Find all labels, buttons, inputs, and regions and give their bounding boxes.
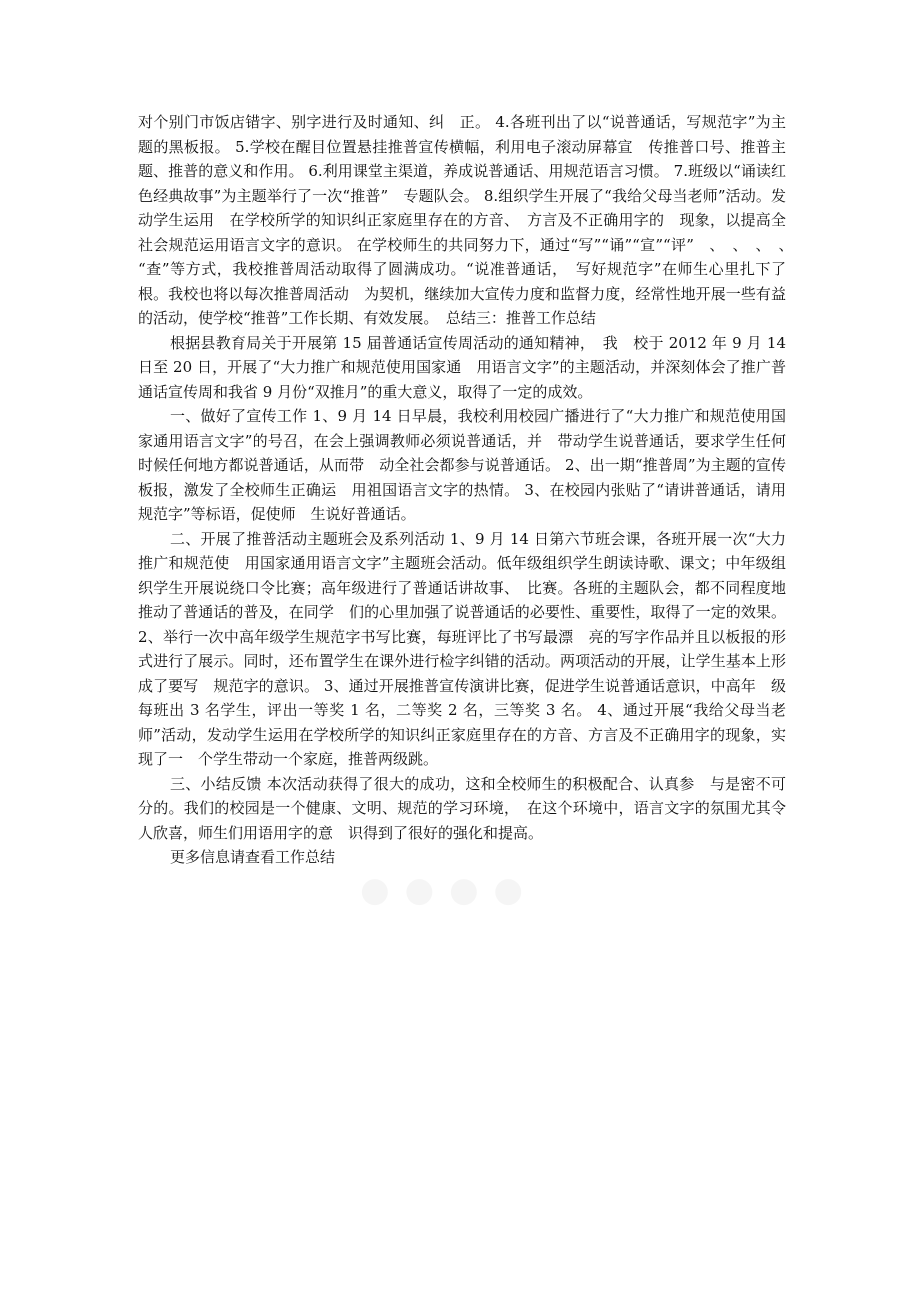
faint-watermark: [360, 870, 620, 910]
paragraph-section-one: 一、做好了宣传工作 1、9 月 14 日早晨，我校利用校园广播进行了“大力推广和规范使用国家通用语言文字”的号召，在会上强调教师必须说普通话，并 带动学生说普通话，要求学生任何时候任何地方都说普通话，从而带 动全社会都参与说普通话。 2、出一期“推普周”为主题的宣传板报，激发了全校师生正确运 用祖国语言文字的热情。 3、在校园内张贴了“请讲普通话，请用规范字”等标语，促使师 生说好普通话。: [138, 407, 786, 523]
paragraph-intro: 根据县教育局关于开展第 15 届普通话宣传周活动的通知精神， 我 校于 2012 年 9 月 14 日至 20 日，开展了“大力推广和规范使用国家通 用语言文字”的主题活动，并深刻体会了推广普通话宣传周和我省 9 月份“双推月”的重大意义，取得了一定的成效。: [138, 333, 786, 401]
paragraph-section-two: 二、开展了推普活动主题班会及系列活动 1、9 月 14 日第六节班会课，各班开展一次“大力推广和规范使 用国家通用语言文字”主题班会活动。低年级组织学生朗读诗歌、课文；中年级组织学生开展说绕口令比赛；高年级进行了普通话讲故事、 比赛。各班的主题队会，都不同程度地推动了普通话的普及，在同学 们的心里加强了说普通话的必要性、重要性，取得了一定的效果。 2、举行一次中高年级学生规范字书写比赛，每班评比了书写最漂 亮的写字作品并且以板报的形式进行了展示。同时，还布置学生在课外进行检字纠错的活动。两项活动的开展，让学生基本上形成了要写 规范字的意识。 3、通过开展推普宣传演讲比赛，促进学生说普通话意识，中高年 级每班出 3 名学生，评出一等奖 1 名，二等奖 2 名，三等奖 3 名。 4、通过开展“我给父母当老师”活动，发动学生运用在学校所学的知识纠正家庭里存在的方音、方言及不正确用字的现象，实现了一 个学生带动一个家庭，推普两级跳。: [138, 529, 786, 768]
paragraph-more-info: 更多信息请查看工作总结: [170, 848, 336, 866]
paragraph-section-three: 三、小结反馈 本次活动获得了很大的成功，这和全校师生的积极配合、认真参 与是密不可分的。我们的校园是一个健康、文明、规范的学习环境， 在这个环境中，语言文字的氛围尤其令人欣喜，师生们用语用字的意 识得到了很好的强化和提高。: [138, 774, 786, 842]
paragraph-continuation: 对个别门市饭店错字、别字进行及时通知、纠 正。 4.各班刊出了以“说普通话，写规范字”为主题的黑板报。 5.学校在醒目位置悬挂推普宣传横幅，利用电子滚动屏幕宣 传推普口号、推普主题、推普的意义和作用。 6.利用课堂主渠道，养成说普通话、用规范语言习惯。 7.班级以“诵读红色经典故事”为主题举行了一次“推普” 专题队会。 8.组织学生开展了“我给父母当老师”活动。发动学生运用 在学校所学的知识纠正家庭里存在的方音、 方言及不正确用字的 现象，以提高全社会规范运用语言文字的意识。 在学校师生的共同努力下，通过“写”“诵”“宣”“评” 、 、 、 、 “查”等方式，我校推普周活动取得了圆满成功。“说准普通话， 写好规范字”在师生心里扎下了根。我校也将以每次推普周活动 为契机，继续加大宣传力度和监督力度，经常性地开展一些有益 的活动，使学校“推普”工作长期、有效发展。 总结三：推普工作总结: [138, 113, 802, 327]
document-body: [138, 110, 802, 870]
